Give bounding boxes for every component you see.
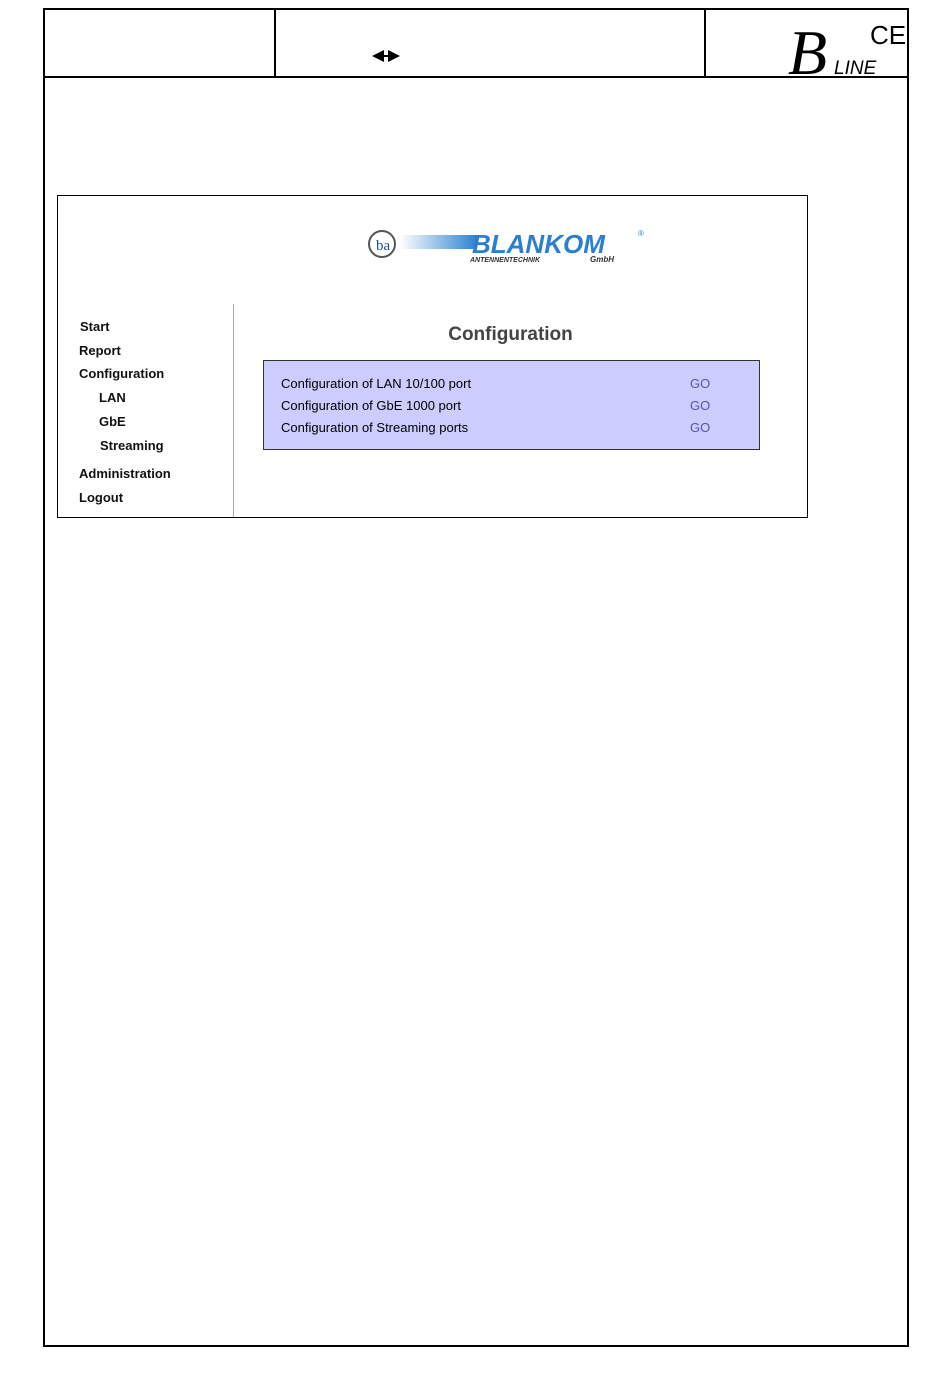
go-link-lan[interactable]: GO — [690, 376, 711, 391]
page-title: Configuration — [448, 324, 573, 345]
brand-name: BLANKOM — [472, 229, 605, 259]
sidebar-nav — [58, 304, 234, 517]
logo-swoosh — [400, 235, 478, 249]
document-header — [45, 10, 907, 78]
row-label-lan: Configuration of LAN 10/100 port — [281, 376, 472, 391]
bline-logo-letter: B — [788, 17, 828, 76]
brand-subtitle-right: GmbH — [590, 255, 614, 264]
configuration-table — [263, 360, 760, 450]
nav-item-configuration[interactable]: Configuration — [79, 366, 165, 381]
ba-logo-letters: ba — [376, 238, 391, 254]
ce-mark: CE — [870, 20, 906, 50]
blankom-logo — [368, 226, 648, 266]
web-ui-panel — [57, 195, 808, 518]
nav-item-report[interactable]: Report — [79, 343, 121, 358]
nav-item-logout[interactable]: Logout — [79, 490, 124, 505]
go-link-streaming[interactable]: GO — [690, 420, 711, 435]
row-label-gbe: Configuration of GbE 1000 port — [281, 398, 461, 413]
header-cell-right — [706, 10, 907, 76]
bline-logo — [788, 14, 906, 76]
brand-subtitle-left: ANTENNENTECHNIK — [470, 257, 540, 264]
nav-item-start[interactable]: Start — [80, 319, 110, 334]
left-right-arrows-icon — [372, 50, 400, 62]
bline-logo-line: LINE — [834, 58, 877, 76]
go-link-gbe[interactable]: GO — [690, 398, 711, 413]
row-label-streaming: Configuration of Streaming ports — [281, 420, 469, 435]
nav-item-administration[interactable]: Administration — [79, 466, 171, 481]
nav-item-gbe[interactable]: GbE — [99, 414, 126, 429]
header-cell-left — [45, 10, 276, 76]
registered-mark: ® — [638, 229, 644, 238]
header-cell-middle — [276, 10, 706, 76]
nav-item-lan[interactable]: LAN — [99, 390, 126, 405]
nav-item-streaming[interactable]: Streaming — [100, 438, 164, 453]
